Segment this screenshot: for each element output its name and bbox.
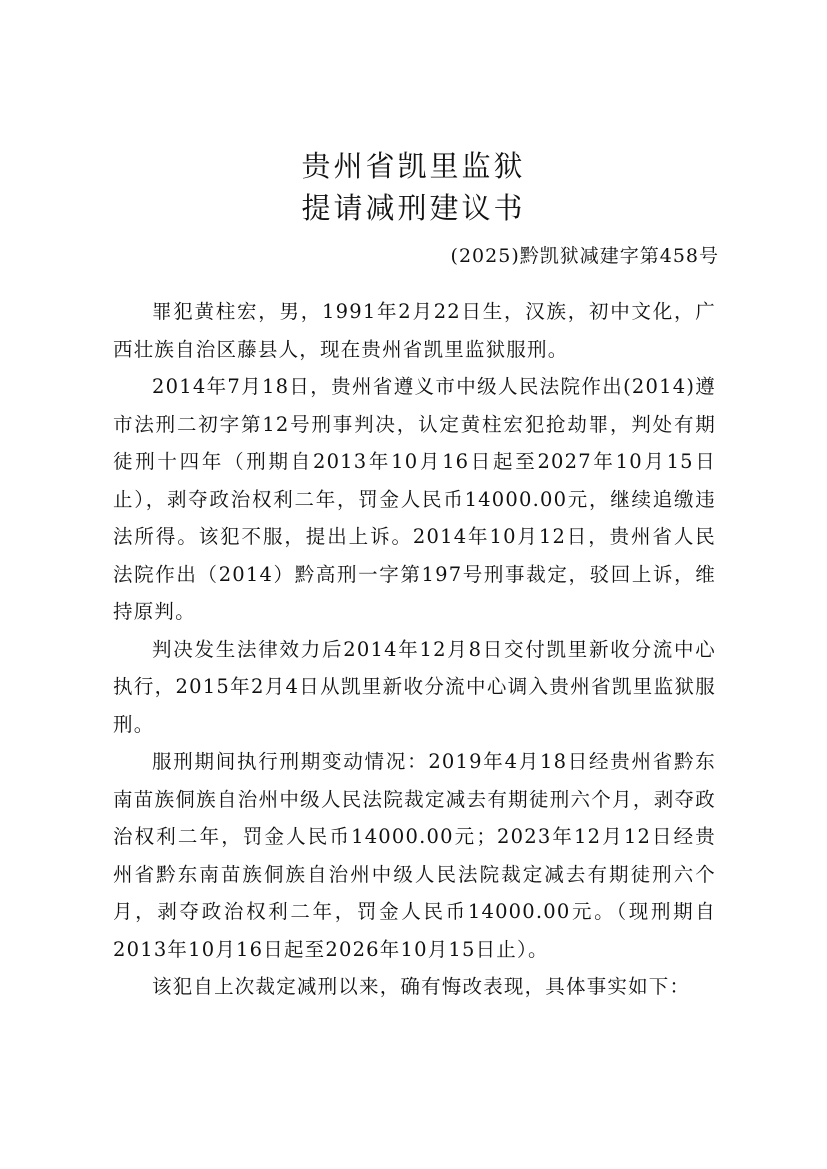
paragraph-execution: 判决发生法律效力后2014年12月8日交付凯里新收分流中心执行，2015年2月4日从凯里新收分流中心调入贵州省凯里监狱服刑。 — [113, 637, 716, 736]
paragraph-prisoner-info: 罪犯黄柱宏，男，1991年2月22日生，汉族，初中文化，广西壮族自治区藤县人，现在贵州省凯里监狱服刑。 — [113, 300, 716, 361]
paragraph-facts-intro: 该犯自上次裁定减刑以来，确有悔改表现，具体事实如下： — [152, 975, 691, 998]
document-number: (2025)黔凯狱减建字第458号 — [450, 245, 719, 267]
document-body — [113, 293, 716, 1006]
paragraph-sentence-changes: 服刑期间执行刑期变动情况：2019年4月18日经贵州省黔东南苗族侗族自治州中级人民法院裁定减去有期徒刑六个月，剥夺政治权利二年，罚金人民币14000.00元；2023年12月12日经贵州省黔东南苗族侗族自治州中级人民法院裁定减去有期徒刑六个月，剥夺政治权利二年，罚金人民币14000.00元。（现刑期自2013年10月16日起至2026年10月15日止）。 — [113, 750, 716, 961]
paragraph-judgment: 2014年7月18日，贵州省遵义市中级人民法院作出(2014)遵市法刑二初字第12号刑事判决，认定黄柱宏犯抢劫罪，判处有期徒刑十四年（刑期自2013年10月16日起至2027年10月15日止），剥夺政治权利二年，罚金人民币14000.00元，继续追缴违法所得。该犯不服，提出上诉。2014年10月12日，贵州省人民法院作出（2014）黔高刑一字第197号刑事裁定，驳回上诉，维持原判。 — [113, 375, 716, 623]
document-title-type: 提请减刑建议书 — [301, 191, 526, 225]
document-title-institution: 贵州省凯里监狱 — [301, 149, 526, 183]
